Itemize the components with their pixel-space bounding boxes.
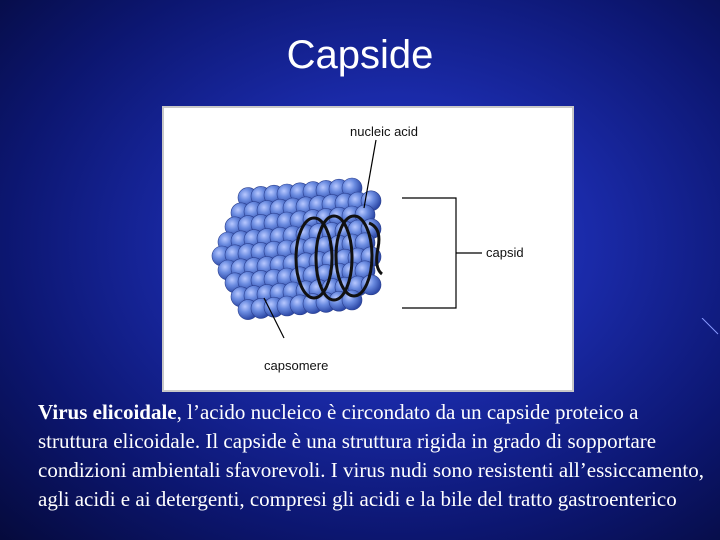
label-capsid: capsid bbox=[486, 245, 524, 260]
decorative-line bbox=[700, 318, 720, 338]
label-capsomere: capsomere bbox=[264, 358, 329, 373]
caption-bold-term: Virus elicoidale bbox=[38, 400, 177, 424]
caption-text bbox=[38, 398, 708, 514]
capsid-bracket bbox=[402, 198, 456, 308]
caption-body: , l’acido nucleico è circondato da un capside proteico a struttura elicoidale. Il capside è una struttura rigida in grado di sopportare condizioni ambientali sfavorevoli. I virus nudi sono resistenti all’essiccamento, agli acidi e ai detergenti, compresi gli acidi e la bile del tratto gastroenterico bbox=[38, 400, 705, 511]
slide-title: Capside bbox=[286, 33, 434, 77]
capsid-diagram bbox=[162, 106, 574, 392]
label-nucleic-acid: nucleic acid bbox=[350, 124, 418, 139]
capsid-illustration bbox=[164, 108, 574, 392]
